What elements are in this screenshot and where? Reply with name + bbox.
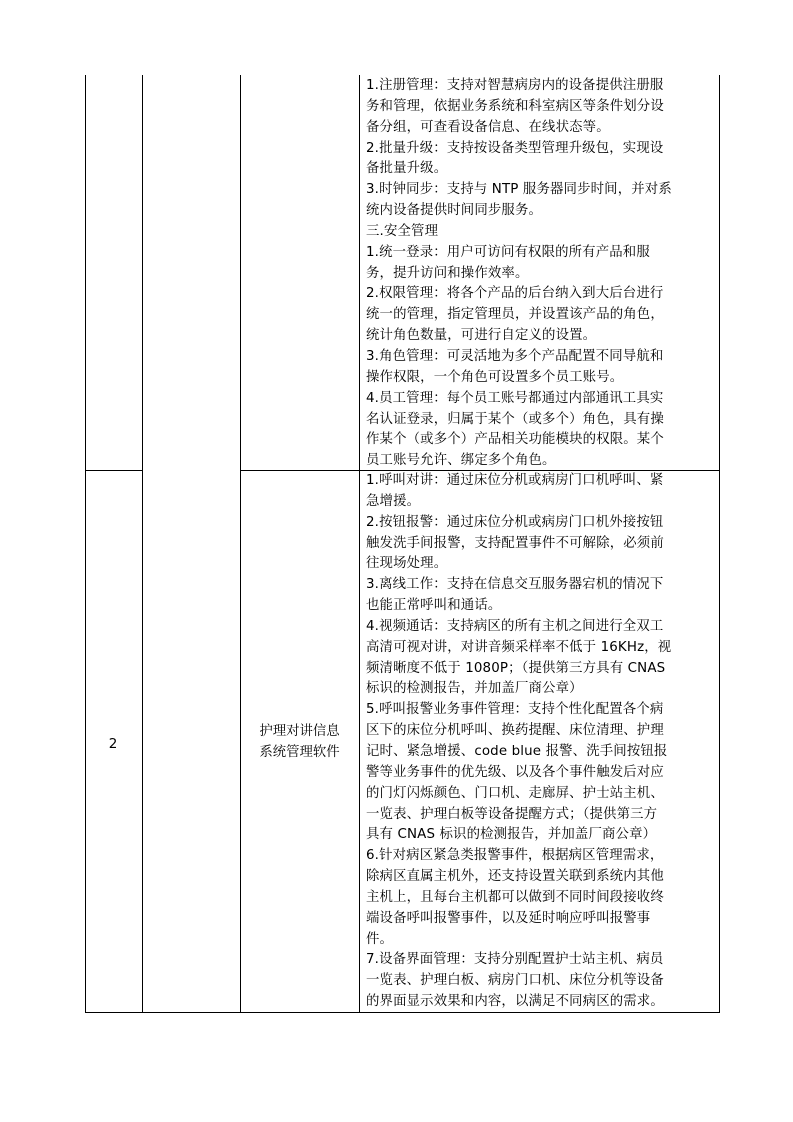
text-line: 名认证登录，归属于某个（或多个）角色，具有操	[366, 411, 664, 427]
text-line: 一览表、护理白板、病房门口机、床位分机等设备	[366, 973, 664, 989]
text-line: 7.设备界面管理：支持分别配置护士站主机、病员	[366, 952, 664, 968]
text-line: 3.角色管理：可灵活地为多个产品配置不同导航和	[366, 348, 664, 364]
text-line: 统计角色数量，可进行自定义的设置。	[366, 328, 597, 344]
text-line: 备批量升级。	[366, 161, 448, 177]
text-line: 的界面显示效果和内容，以满足不同病区的需求。	[366, 994, 664, 1010]
text-line: 触发洗手间报警，支持配置事件不可解除，必须前	[366, 535, 664, 551]
text-line: 2.批量升级：支持按设备类型管理升级包，实现设	[366, 140, 664, 156]
text-line: 2.权限管理：将各个产品的后台纳入到大后台进行	[366, 286, 664, 302]
text-line: 急增援。	[366, 493, 421, 509]
text-line: 也能正常呼叫和通话。	[366, 598, 502, 614]
text-line: 5.呼叫报警业务事件管理：支持个性化配置各个病	[366, 702, 664, 718]
text-line: 区下的床位分机呼叫、换药提醒、床位清理、护理	[366, 723, 664, 739]
requirements-cell	[366, 76, 712, 472]
text-line: 统内设备提供时间同步服务。	[366, 203, 543, 219]
text-line: 统一的管理，指定管理员，并设置该产品的角色，	[366, 307, 664, 323]
text-line: 1.注册管理：支持对智慧病房内的设备提供注册服	[366, 78, 664, 93]
text-line: 员工账号允许、绑定多个角色。	[366, 453, 556, 469]
section-heading: 三.安全管理	[366, 223, 439, 239]
text-line: 除病区直属主机外，还支持设置关联到系统内其他	[366, 869, 664, 885]
text-line: 具有 CNAS 标识的检测报告，并加盖厂商公章）	[366, 827, 657, 843]
text-line: 往现场处理。	[366, 556, 448, 572]
text-line: 操作权限，一个角色可设置多个员工账号。	[366, 369, 624, 385]
text-line: 务，提升访问和操作效率。	[366, 265, 529, 281]
table-column-divider-2	[240, 75, 241, 1013]
text-line: 3.时钟同步：支持与 NTP 服务器同步时间，并对系	[366, 182, 672, 198]
table-column-divider-1	[142, 75, 143, 1013]
table-border-left	[85, 75, 86, 1013]
text-line: 频清晰度不低于 1080P；（提供第三方具有 CNAS	[366, 660, 666, 676]
text-line: 的门灯闪烁颜色、门口机、走廊屏、护士站主机、	[366, 785, 664, 801]
text-line: 高清可视对讲，对讲音频采样率不低于 16KHz，视	[366, 639, 672, 655]
product-name-cell	[241, 721, 358, 763]
text-line: 标识的检测报告，并加盖厂商公章）	[366, 681, 583, 697]
text-line: 2.按钮报警：通过床位分机或病房门口机外接按钮	[366, 514, 664, 530]
product-name-line: 护理对讲信息	[259, 724, 340, 739]
text-line: 备分组，可查看设备信息、在线状态等。	[366, 119, 610, 135]
text-line: 1.统一登录：用户可访问有权限的所有产品和服	[366, 244, 650, 260]
text-line: 4.视频通话：支持病区的所有主机之间进行全双工	[366, 618, 664, 634]
text-line: 件。	[366, 931, 394, 947]
text-line: 一览表、护理白板等设备提醒方式；（提供第三方	[366, 806, 658, 822]
text-line: 作某个（或多个）产品相关功能模块的权限。某个	[366, 432, 664, 448]
text-line: 6.针对病区紧急类报警事件，根据病区管理需求，	[366, 848, 664, 864]
text-line: 端设备呼叫报警事件，以及延时响应呼叫报警事	[366, 910, 651, 926]
requirements-cell	[366, 471, 712, 1013]
product-name-line: 系统管理软件	[259, 745, 340, 760]
text-line: 4.员工管理：每个员工账号都通过内部通讯工具实	[366, 390, 664, 406]
text-line: 主机上，且每台主机都可以做到不同时间段接收终	[366, 889, 664, 905]
table-border-right	[719, 75, 720, 1013]
row-separator	[85, 470, 142, 471]
text-line: 1.呼叫对讲：通过床位分机或病房门口机呼叫、紧	[366, 473, 664, 488]
table-column-divider-3	[359, 75, 360, 1013]
text-line: 记时、紧急增援、code blue 报警、洗手间按钮报	[366, 743, 668, 759]
row-number: 2	[108, 736, 118, 752]
text-line: 警等业务事件的优先级、以及各个事件触发后对应	[366, 764, 664, 780]
text-line: 3.离线工作：支持在信息交互服务器宕机的情况下	[366, 577, 664, 593]
text-line: 务和管理，依据业务系统和科室病区等条件划分设	[366, 98, 664, 114]
